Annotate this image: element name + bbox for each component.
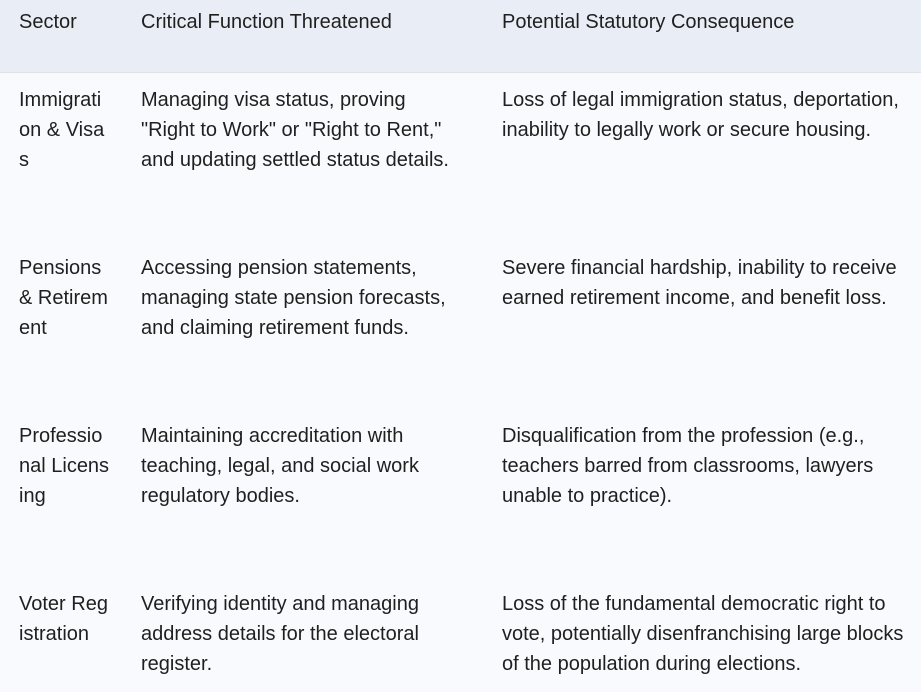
sector-cell: Pensions & Retirement (19, 257, 108, 339)
sector-cell: Voter Registration (19, 593, 108, 645)
function-cell: Verifying identity and managing address details for the electoral register. (141, 593, 419, 675)
sector-cell: Professional Licensing (19, 425, 110, 507)
consequence-cell: Loss of the fundamental democratic right to vote, potentially disenfranchising large blocks of the population during elections. (502, 593, 904, 675)
header-sector: Sector (19, 11, 77, 33)
consequence-cell: Severe financial hardship, inability to receive earned retirement income, and benefit loss. (502, 257, 897, 309)
function-cell: Managing visa status, proving "Right to Work" or "Right to Rent," and updating settled status details. (141, 89, 449, 171)
function-cell: Maintaining accreditation with teaching, legal, and social work regulatory bodies. (141, 425, 419, 507)
consequence-cell: Disqualification from the profession (e.g., teachers barred from classrooms, lawyers unable to practice). (502, 425, 874, 507)
consequence-cell: Loss of legal immigration status, deportation, inability to legally work or secure housing. (502, 89, 899, 141)
sector-cell: Immigration & Visas (19, 89, 105, 171)
header-critical-function: Critical Function Threatened (141, 11, 392, 33)
function-cell: Accessing pension statements, managing state pension forecasts, and claiming retirement funds. (141, 257, 446, 339)
header-divider (0, 72, 921, 73)
header-statutory-consequence: Potential Statutory Consequence (502, 11, 795, 33)
table-header (0, 0, 921, 72)
